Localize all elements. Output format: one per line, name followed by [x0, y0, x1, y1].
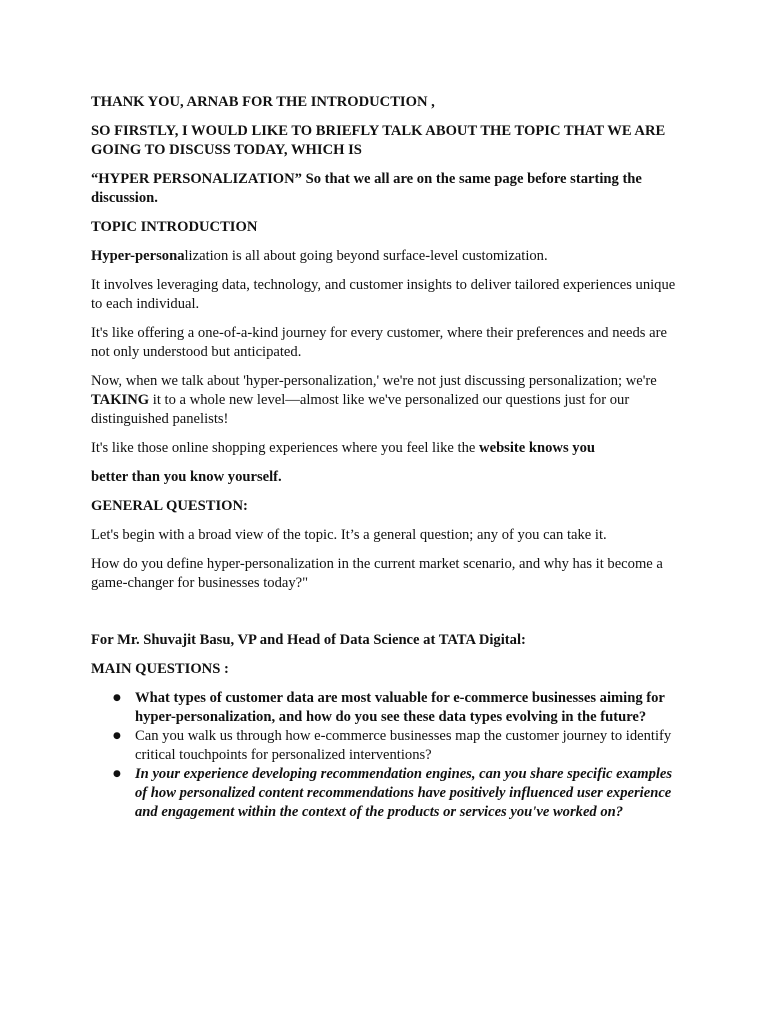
list-item	[113, 727, 681, 765]
list-item	[113, 765, 681, 822]
general-question-paragraph-2: How do you define hyper-personalization in the current market scenario, and why has it become a game-changer for businesses today?"	[91, 556, 663, 591]
topic-intro-paragraph-2: It involves leveraging data, technology, and customer insights to deliver tailored experiences unique to each individual.	[91, 277, 676, 312]
list-item	[113, 689, 681, 727]
intro-thanks: THANK YOU, ARNAB FOR THE INTRODUCTION ,	[91, 94, 435, 110]
bullet-icon: ●	[113, 769, 121, 779]
bullet-icon: ●	[113, 693, 121, 703]
topic-intro-paragraph-5	[91, 439, 681, 458]
question-text: In your experience developing recommendation engines, can you share specific examples of how personalized content recommendations have positively influenced user experience and engagement within the context of the products or services you've worked on?	[135, 766, 673, 820]
topic-intro-paragraph-4	[91, 372, 681, 429]
intro-topic-line: “HYPER PERSONALIZATION” So that we all are on the same page before starting the discussion.	[91, 171, 642, 206]
intro-firstly: SO FIRSTLY, I WOULD LIKE TO BRIEFLY TALK ABOUT THE TOPIC THAT WE ARE GOING TO DISCUSS TODAY, WHICH IS	[91, 123, 666, 158]
topic-intro-p4-start: Now, when we talk about 'hyper-personalization,' we're not just discussing personalization; we're	[91, 373, 657, 389]
bullet-icon: ●	[113, 731, 121, 741]
topic-intro-paragraph-1	[91, 247, 681, 266]
topic-intro-paragraph-6: better than you know yourself.	[91, 469, 282, 485]
topic-intro-p4-end: it to a whole new level—almost like we've personalized our questions just for our distinguished panelists!	[91, 392, 630, 427]
question-text: What types of customer data are most valuable for e-commerce businesses aiming for hyper-personalization, and how do you see these data types evolving in the future?	[135, 690, 665, 725]
speaker-line: For Mr. Shuvajit Basu, VP and Head of Data Science at TATA Digital:	[91, 632, 526, 648]
document-body	[91, 93, 681, 822]
topic-intro-heading: TOPIC INTRODUCTION	[91, 219, 258, 235]
general-question-paragraph-1: Let's begin with a broad view of the topic. It’s a general question; any of you can take it.	[91, 527, 607, 543]
general-question-heading: GENERAL QUESTION:	[91, 498, 248, 514]
topic-intro-paragraph-3: It's like offering a one-of-a-kind journey for every customer, where their preferences and needs are not only understood but anticipated.	[91, 325, 667, 360]
topic-intro-p1-rest: lization is all about going beyond surface-level customization.	[184, 248, 548, 264]
main-questions-heading: MAIN QUESTIONS :	[91, 661, 229, 677]
main-questions-list	[91, 689, 681, 822]
topic-intro-p4-bold: TAKING	[91, 392, 150, 408]
topic-intro-p1-bold: Hyper-persona	[91, 248, 185, 264]
topic-intro-p5-start: It's like those online shopping experiences where you feel like the	[91, 440, 480, 456]
question-text: Can you walk us through how e-commerce businesses map the customer journey to identify critical touchpoints for personalized interventions?	[135, 728, 672, 763]
topic-intro-p5-bold: website knows you	[479, 440, 596, 456]
